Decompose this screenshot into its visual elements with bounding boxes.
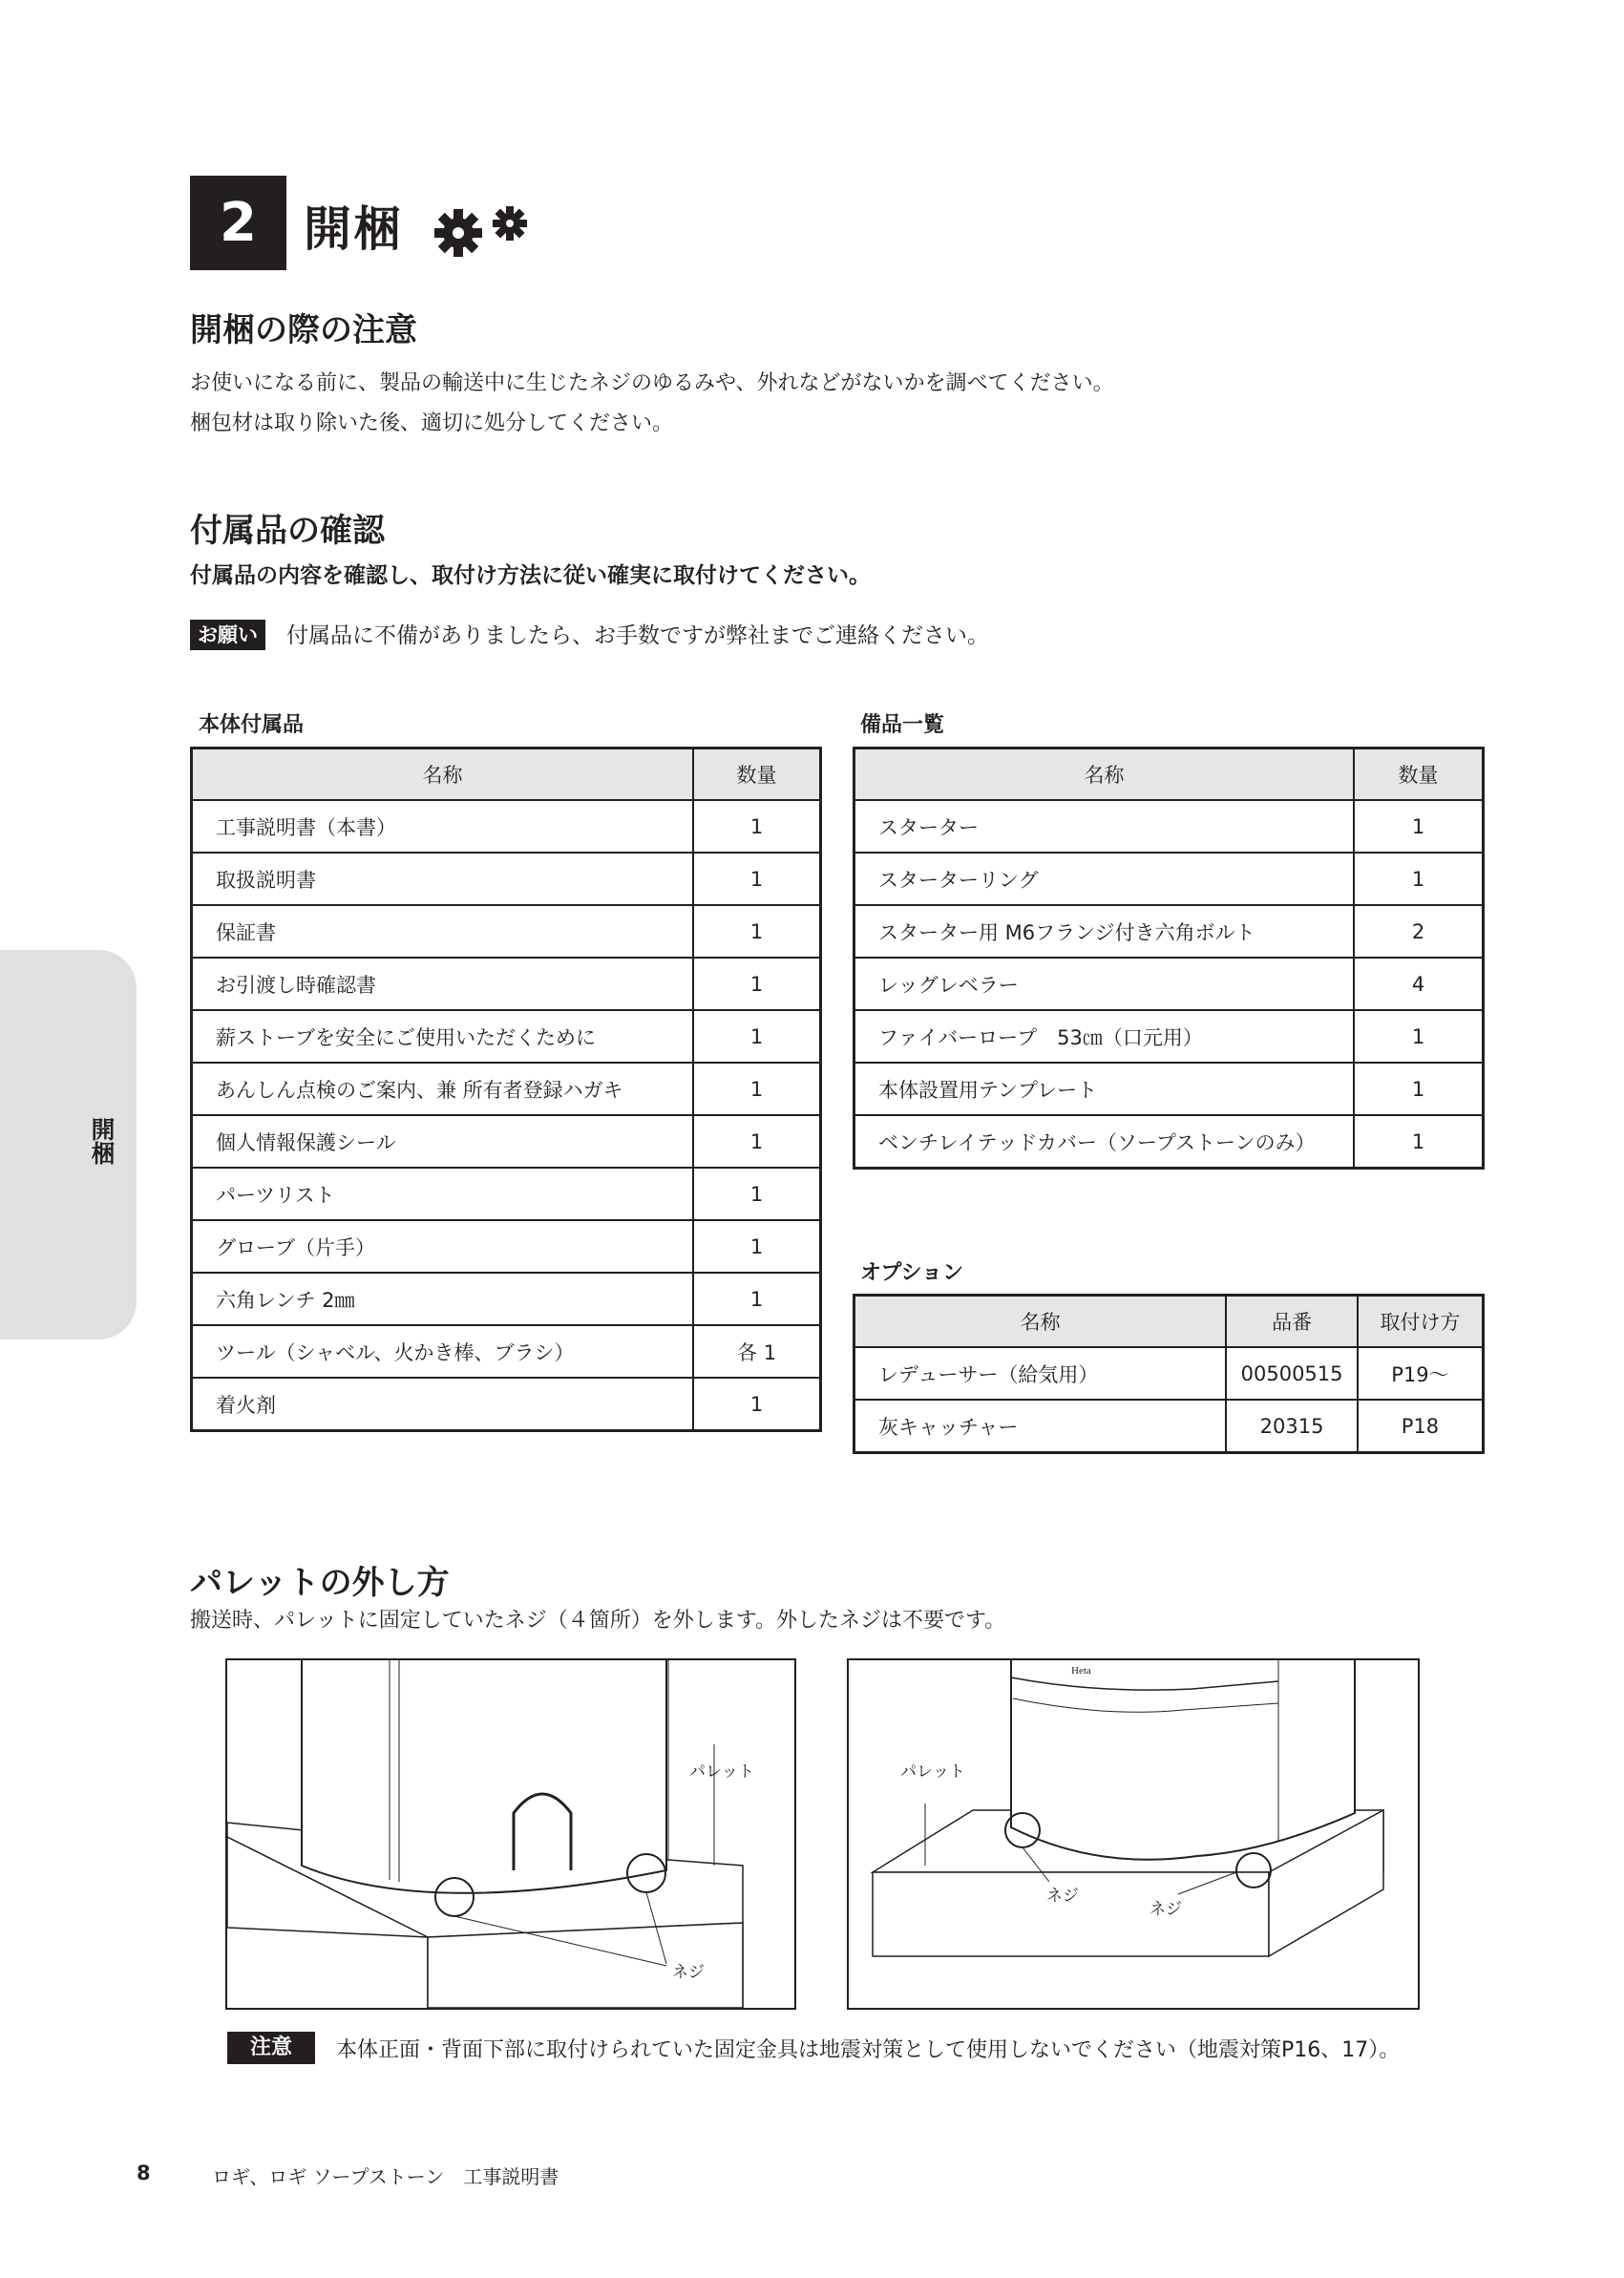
table-header: 品番 [1226,1296,1358,1348]
table-row [192,1273,821,1325]
section-heading-caution: 開梱の際の注意 [190,311,417,349]
fig2-screw-label-1: ネジ [1046,1887,1079,1906]
table-row [192,1115,821,1168]
table-row [192,1168,821,1220]
item-name-cell: ファイバーロープ 53㎝（口元用） [854,1010,1355,1063]
table-row [192,1378,821,1431]
table-row [192,1063,821,1115]
item-name-cell: お引渡し時確認書 [192,958,694,1010]
table-header: 名称 [854,1296,1227,1348]
section-heading-accessories: 付属品の確認 [190,512,385,550]
request-text: 付属品に不備がありましたら、お手数ですが弊社までご連絡ください。 [286,623,989,648]
gears-icon [432,200,537,258]
figure-pallet-front [847,1658,1420,2010]
item-value-cell: 4 [1354,958,1483,1010]
table-row [854,1063,1484,1115]
item-name-cell: ツール（シャベル、火かき棒、ブラシ） [192,1325,694,1378]
table-row [192,1220,821,1273]
item-value-cell: 1 [693,905,820,958]
item-name-cell: 六角レンチ 2㎜ [192,1273,694,1325]
fig1-pallet-label: パレット [689,1762,754,1782]
caution-line-2: 梱包材は取り除いた後、適切に処分してください。 [190,411,674,435]
table-row [854,800,1484,853]
equipment-table [853,747,1485,1170]
table-header: 数量 [1354,749,1483,801]
main-body-table [190,747,822,1432]
item-value-cell: 1 [693,1063,820,1115]
item-value-cell: 1 [693,1378,820,1431]
item-name-cell: レッグレベラー [854,958,1355,1010]
item-name-cell: 着火剤 [192,1378,694,1431]
item-name-cell: スターター [854,800,1355,853]
item-value-cell: 1 [1354,853,1483,905]
chapter-title: 開梱 [304,201,403,257]
side-tab-label: 開梱 [88,1117,116,1165]
item-value-cell: 00500515 [1226,1347,1358,1400]
section-heading-pallet: パレットの外し方 [190,1564,450,1602]
gear-icon [493,206,527,241]
item-value-cell: 1 [1354,1010,1483,1063]
item-value-cell: 各 1 [693,1325,820,1378]
table-row [854,958,1484,1010]
table-row [854,853,1484,905]
fig2-screw-label-2: ネジ [1149,1900,1182,1919]
table-row [192,905,821,958]
item-value-cell: 1 [693,1220,820,1273]
table-title-main-body: 本体付属品 [199,713,305,737]
item-name-cell: スターター用 M6フランジ付き六角ボルト [854,905,1355,958]
item-value-cell: 1 [693,1010,820,1063]
page-number: 8 [137,2162,151,2184]
item-value-cell: P19〜 [1358,1347,1484,1400]
table-title-options: オプション [860,1261,964,1285]
item-value-cell: 1 [693,958,820,1010]
table-header: 名称 [854,749,1355,801]
item-value-cell: P18 [1358,1400,1484,1453]
item-name-cell: 本体設置用テンプレート [854,1063,1355,1115]
item-value-cell: 1 [693,1115,820,1168]
pallet-text: 搬送時、パレットに固定していたネジ（４箇所）を外します。外したネジは不要です。 [190,1609,1006,1633]
notice-badge: 注意 [227,2032,315,2064]
request-badge: お願い [190,620,265,650]
caution-line-1: お使いになる前に、製品の輸送中に生じたネジのゆるみや、外れなどがないかを調べてください。 [190,371,1114,395]
item-value-cell: 2 [1354,905,1483,958]
table-row [192,958,821,1010]
pallet-back-illustration [227,1660,794,2008]
chapter-number: 2 [190,176,286,270]
accessories-instruction: 付属品の内容を確認し、取付け方法に従い確実に取付けてください。 [190,563,871,588]
table-row [192,1325,821,1378]
table-row [854,1010,1484,1063]
table-header: 取付け方 [1358,1296,1484,1348]
item-name-cell: パーツリスト [192,1168,694,1220]
table-row [192,1010,821,1063]
item-value-cell: 1 [693,853,820,905]
item-value-cell: 1 [1354,1115,1483,1169]
item-name-cell: スターターリング [854,853,1355,905]
gear-icon [434,209,482,257]
item-name-cell: 取扱説明書 [192,853,694,905]
item-value-cell: 1 [693,1168,820,1220]
item-value-cell: 1 [1354,800,1483,853]
item-name-cell: ベンチレイテッドカバー（ソープストーンのみ） [854,1115,1355,1169]
item-value-cell: 20315 [1226,1400,1358,1453]
table-row [854,1400,1484,1453]
item-value-cell: 1 [1354,1063,1483,1115]
fig2-pallet-label: パレット [900,1762,965,1782]
item-name-cell: 灰キャッチャー [854,1400,1227,1453]
footer-title: ロギ、ロギ ソープストーン 工事説明書 [212,2165,559,2188]
item-name-cell: 個人情報保護シール [192,1115,694,1168]
item-value-cell: 1 [693,800,820,853]
options-table [853,1294,1485,1454]
item-name-cell: 薪ストーブを安全にご使用いただくために [192,1010,694,1063]
svg-text:Heta: Heta [1071,1665,1091,1677]
item-name-cell: あんしん点検のご案内、兼 所有者登録ハガキ [192,1063,694,1115]
pallet-front-illustration [849,1660,1418,2008]
item-value-cell: 1 [693,1273,820,1325]
notice-text: 本体正面・背面下部に取付けられていた固定金具は地震対策として使用しないでください（地震対策P16、17）。 [336,2038,1401,2062]
table-row [854,1347,1484,1400]
table-row [854,905,1484,958]
figure-pallet-back [225,1658,796,2010]
table-title-equipment: 備品一覧 [860,713,945,737]
table-row [192,853,821,905]
item-name-cell: グローブ（片手） [192,1220,694,1273]
table-header: 数量 [693,749,820,801]
item-name-cell: レデューサー（給気用） [854,1347,1227,1400]
table-row [192,800,821,853]
item-name-cell: 保証書 [192,905,694,958]
fig1-screw-label: ネジ [672,1963,705,1982]
table-header: 名称 [192,749,694,801]
item-name-cell: 工事説明書（本書） [192,800,694,853]
table-row [854,1115,1484,1169]
